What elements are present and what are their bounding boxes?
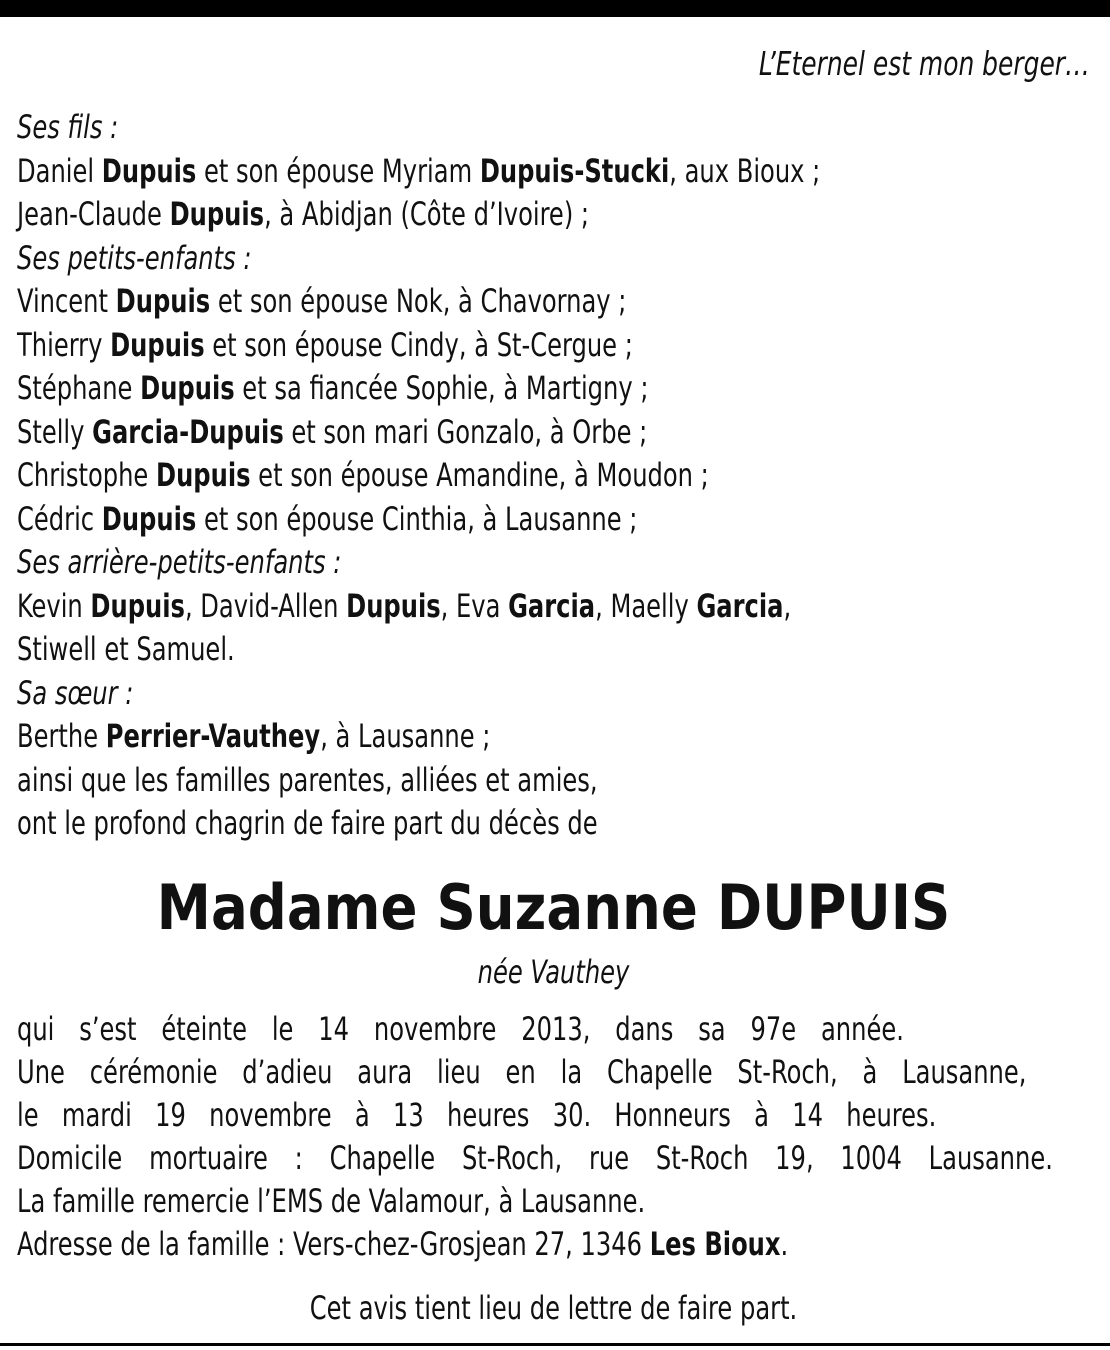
line-text: , à Lausanne ;	[320, 717, 491, 755]
line-text: et son épouse Amandine, à Moudon ;	[250, 456, 709, 494]
family-line	[17, 280, 918, 324]
line-text: ainsi que les familles parentes, alliées et amies,	[17, 760, 598, 799]
family-line	[17, 454, 918, 498]
death-notice	[17, 42, 1090, 1330]
deceased-name: Madame Suzanne DUPUIS	[156, 870, 951, 944]
surname: Garcia-Dupuis	[92, 412, 284, 451]
line-text: Thierry	[17, 325, 111, 364]
details-line	[17, 1051, 1027, 1094]
line-text: , Maelly	[595, 586, 697, 625]
line-text: .	[780, 1224, 789, 1263]
line-text: ,	[783, 586, 792, 625]
surname: Garcia	[508, 586, 596, 625]
surname: Perrier-Vauthey	[105, 717, 321, 755]
line-text: Ses arrière-petits-enfants :	[17, 543, 342, 581]
line-text: , à Abidjan (Côte d’Ivoire) ;	[264, 195, 590, 233]
surname: Dupuis	[155, 456, 251, 494]
top-border-rule	[0, 0, 1110, 17]
line-text: Vincent	[17, 282, 116, 320]
family-line	[17, 802, 918, 846]
deceased-block	[17, 868, 1090, 996]
line-text: Ses petits-enfants :	[17, 238, 252, 277]
family-line	[17, 498, 918, 542]
closing-note: Cet avis tient lieu de lettre de faire part.	[309, 1288, 798, 1327]
surname: Dupuis	[115, 282, 211, 320]
surname: Dupuis	[169, 195, 265, 233]
bottom-border-rule	[0, 1343, 1110, 1346]
surname: Les Bioux	[649, 1224, 781, 1263]
section-heading	[17, 541, 918, 585]
details-line	[17, 1094, 937, 1137]
family-line	[17, 411, 918, 455]
maiden-name: née Vauthey	[477, 952, 630, 991]
section-heading	[17, 106, 918, 150]
line-text: Stiwell et Samuel.	[17, 630, 235, 668]
details-line	[17, 1180, 918, 1223]
line-text: Domicile mortuaire : Chapelle St-Roch, rue St-Roch 19, 1004 Lausanne.	[17, 1138, 1053, 1177]
family-list	[17, 106, 1090, 846]
line-text: ont le profond chagrin de faire part du décès de	[17, 804, 598, 842]
surname: Dupuis	[101, 499, 197, 538]
line-text: Une cérémonie d’adieu aura lieu en la Chapelle St-Roch, à Lausanne,	[17, 1052, 1027, 1091]
line-text: Cédric	[17, 499, 102, 538]
ceremony-details	[17, 1008, 1090, 1266]
surname: Dupuis	[140, 369, 235, 407]
family-line	[17, 759, 918, 803]
family-line	[17, 150, 918, 194]
surname: Dupuis-Stucki	[479, 151, 670, 190]
line-text: Ses fils :	[17, 108, 119, 146]
line-text: le mardi 19 novembre à 13 heures 30. Honneurs à 14 heures.	[17, 1095, 937, 1134]
surname: Dupuis	[110, 325, 205, 364]
line-text: Christophe	[17, 456, 156, 494]
family-line	[17, 628, 918, 672]
family-line	[17, 367, 918, 411]
line-text: Stéphane	[17, 369, 141, 407]
line-text: et son épouse Cindy, à St-Cergue ;	[204, 325, 633, 364]
family-line	[17, 193, 918, 237]
line-text: et sa fiancée Sophie, à Martigny ;	[234, 369, 649, 407]
surname: Garcia	[696, 586, 784, 625]
section-heading	[17, 672, 918, 716]
line-text: et son épouse Nok, à Chavornay ;	[210, 282, 627, 320]
line-text: et son épouse Myriam	[196, 151, 480, 190]
line-text: , Eva	[440, 586, 509, 625]
line-text: , David-Allen	[184, 586, 347, 625]
line-text: Daniel	[17, 151, 102, 190]
line-text: La famille remercie l’EMS de Valamour, à Lausanne.	[17, 1181, 646, 1220]
line-text: et son épouse Cinthia, à Lausanne ;	[196, 499, 638, 538]
details-line	[17, 1008, 918, 1051]
line-text: Jean-Claude	[17, 195, 170, 233]
section-heading	[17, 237, 918, 281]
line-text: Berthe	[17, 717, 106, 755]
line-text: Adresse de la famille : Vers-chez-Grosjean 27, 1346	[17, 1224, 650, 1263]
line-text: Kevin	[17, 586, 91, 625]
surname: Dupuis	[346, 586, 441, 625]
details-line	[17, 1223, 918, 1266]
surname: Dupuis	[101, 151, 197, 190]
line-text: et son mari Gonzalo, à Orbe ;	[283, 412, 648, 451]
family-line	[17, 715, 918, 759]
surname: Dupuis	[90, 586, 185, 625]
family-line	[17, 324, 918, 368]
line-text: Stelly	[17, 412, 93, 451]
line-text: , aux Bioux ;	[669, 151, 821, 190]
details-line	[17, 1137, 1053, 1180]
line-text: qui s’est éteinte le 14 novembre 2013, dans sa 97e année.	[17, 1009, 904, 1048]
family-line	[17, 585, 918, 629]
epigraph: L’Eternel est mon berger…	[758, 44, 1090, 83]
line-text: Sa sœur :	[17, 673, 134, 712]
